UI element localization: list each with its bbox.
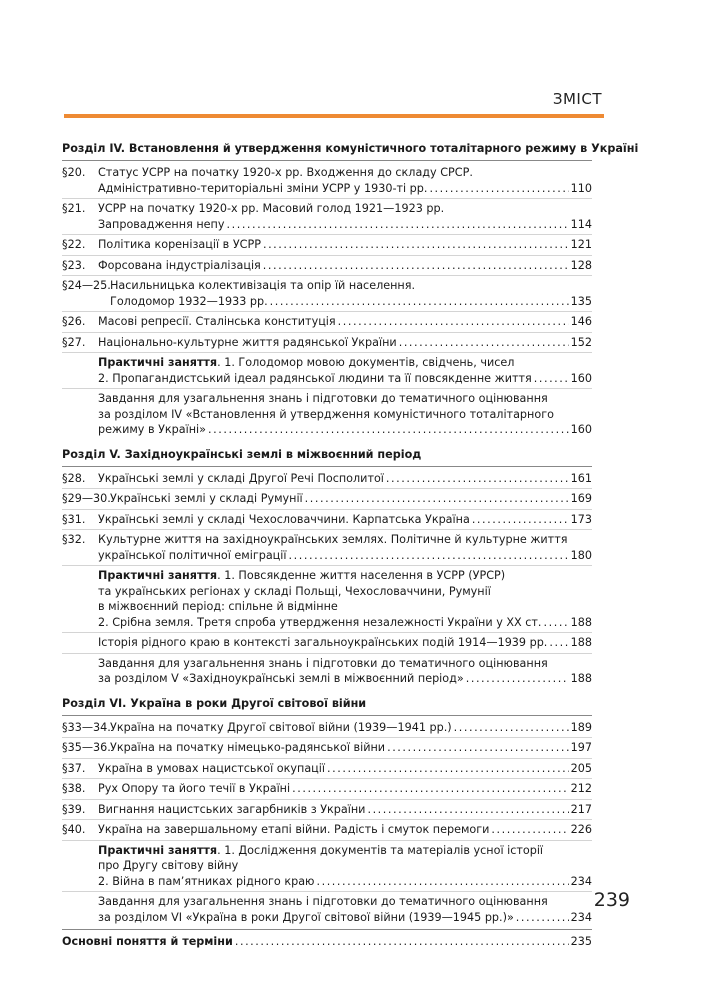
dot-leader bbox=[226, 217, 568, 233]
toc-entry-40[interactable] bbox=[62, 820, 592, 841]
entry-text: . 1. Голодомор мовою документів, свідчень, чисел bbox=[217, 356, 515, 369]
entry-text: Україна в умовах нацистської окупації bbox=[98, 761, 326, 775]
dot-leader bbox=[367, 802, 568, 818]
entry-text: Запровадження непу bbox=[98, 217, 225, 231]
toc-entry-practical-iv[interactable] bbox=[62, 353, 592, 389]
entry-page: 152 bbox=[570, 335, 592, 349]
toc-entry-practical-vi[interactable] bbox=[62, 841, 592, 893]
entry-number: §26. bbox=[62, 315, 86, 328]
entry-text: за розділом VI «Україна в роки Другої світової війни (1939—1945 рр.)» bbox=[98, 910, 514, 924]
entry-number: §20. bbox=[62, 166, 86, 179]
entry-page: 226 bbox=[570, 823, 592, 836]
entry-page: 160 bbox=[570, 371, 592, 385]
entry-text: Завдання для узагальнення знань і підготовки до тематичного оцінювання bbox=[98, 392, 548, 405]
entry-number: §32. bbox=[62, 533, 86, 546]
toc-entry-tasks-v[interactable] bbox=[62, 654, 592, 689]
entry-text: за розділом V «Західноукраїнські землі в міжвоєнний період» bbox=[98, 672, 464, 685]
entry-text: . 1. Дослідження документів та матеріалів усної історії bbox=[217, 843, 544, 857]
toc-entry-26[interactable] bbox=[62, 312, 592, 333]
dot-leader bbox=[270, 294, 569, 310]
dot-leader bbox=[208, 422, 569, 438]
dot-leader bbox=[472, 512, 569, 528]
practical-label: Практичні заняття bbox=[98, 356, 218, 369]
toc-entry-practical-v[interactable] bbox=[62, 566, 592, 633]
entry-text: 2. Війна в пам’ятниках рідного краю bbox=[98, 874, 315, 888]
section-vi-title[interactable]: Розділ VI. Україна в роки Другої світової війни bbox=[62, 696, 367, 710]
entry-page: 188 bbox=[570, 636, 592, 649]
dot-leader bbox=[338, 314, 569, 330]
toc-entry-31[interactable] bbox=[62, 510, 592, 531]
entry-page: 205 bbox=[570, 761, 592, 775]
section-v-title[interactable]: Розділ V. Західноукраїнські землі в міжвоєнний період bbox=[62, 447, 422, 461]
practical-label: Практичні заняття bbox=[98, 569, 218, 582]
toc-entry-27[interactable] bbox=[62, 333, 592, 354]
entry-number: §28. bbox=[62, 471, 86, 485]
dot-leader bbox=[466, 671, 569, 687]
entry-number: §22. bbox=[62, 238, 86, 251]
entry-text: та українських регіонах у складі Польщі, Чехословаччини, Румунії bbox=[98, 584, 491, 598]
entry-text: про Другу світову війну bbox=[98, 859, 239, 872]
entry-text: Адміністративно-територіальні зміни УСРР у 1930-ті рр. bbox=[98, 181, 428, 195]
entry-text: Національно-культурне життя радянської України bbox=[98, 335, 397, 349]
entry-page: 217 bbox=[570, 802, 592, 816]
entry-text: Політика коренізації в УСРР bbox=[98, 238, 261, 251]
entry-page: 188 bbox=[570, 672, 592, 685]
dot-leader bbox=[429, 181, 568, 197]
entry-text: Українські землі у складі Другої Речі Посполитої bbox=[98, 471, 384, 485]
entry-text: Українські землі у складі Чехословаччини. Карпатська Україна bbox=[98, 512, 470, 526]
entry-page: 212 bbox=[570, 782, 592, 795]
table-of-contents bbox=[62, 140, 639, 952]
entry-page: 169 bbox=[570, 492, 592, 505]
entry-text: Рух Опору та його течії в Україні bbox=[98, 782, 291, 795]
entry-text: Історія рідного краю в контексті загальноукраїнських подій 1914—1939 рр. bbox=[98, 636, 548, 649]
section-iv-title[interactable]: Розділ IV. Встановлення й утвердження комуністичного тоталітарного режиму в Україні bbox=[62, 142, 639, 155]
dot-leader bbox=[544, 615, 569, 631]
page-number: 239 bbox=[593, 889, 630, 911]
entry-page: 234 bbox=[570, 874, 592, 888]
header-orange-rule bbox=[64, 114, 604, 118]
dot-leader bbox=[454, 720, 569, 736]
dot-leader bbox=[316, 874, 568, 890]
entry-text: 2. Срібна земля. Третя спроба утвердження незалежності України у XX ст. bbox=[98, 615, 542, 629]
entry-number: §33—34. bbox=[62, 720, 111, 734]
entry-number: §21. bbox=[62, 202, 86, 215]
entry-number: §27. bbox=[62, 335, 86, 349]
toc-entry-28[interactable] bbox=[62, 469, 592, 490]
dot-leader bbox=[491, 822, 568, 838]
entry-text: за розділом IV «Встановлення й утвердження комуністичного тоталітарного bbox=[98, 407, 554, 421]
dot-leader bbox=[327, 761, 569, 777]
entry-text: Культурне життя на західноукраїнських землях. Політичне й культурне життя bbox=[98, 533, 568, 546]
toc-entry-24-25[interactable] bbox=[62, 276, 592, 312]
toc-entry-32[interactable] bbox=[62, 530, 592, 566]
dot-leader bbox=[305, 491, 569, 507]
entry-text: 2. Пропагандистський ідеал радянської людини та її повсякденне життя bbox=[98, 371, 532, 385]
entry-page: 114 bbox=[570, 217, 592, 231]
entry-page: 121 bbox=[570, 238, 592, 251]
dot-leader bbox=[386, 471, 569, 487]
section-divider bbox=[62, 160, 592, 161]
entry-page: 110 bbox=[570, 181, 592, 195]
entry-text: Масові репресії. Сталінська конституція bbox=[98, 315, 336, 328]
entry-number: §37. bbox=[62, 761, 86, 775]
entry-page: 234 bbox=[570, 910, 592, 924]
entry-text: в міжвоєнний період: спільне й відмінне bbox=[98, 600, 338, 613]
entry-text: . 1. Повсякденне життя населення в УСРР (УРСР) bbox=[217, 569, 506, 582]
entry-page: 146 bbox=[570, 315, 592, 328]
toc-entry-37[interactable] bbox=[62, 759, 592, 780]
toc-entry-glossary[interactable] bbox=[62, 932, 592, 952]
entry-text: Вигнання нацистських загарбників з України bbox=[98, 802, 366, 816]
entry-text: Насильницька колективізація та опір їй населення. bbox=[110, 279, 416, 292]
entry-text: режиму в Україні» bbox=[98, 423, 207, 436]
entry-text: Україна на початку Другої світової війни (1939—1941 рр.) bbox=[110, 720, 452, 734]
dot-leader bbox=[292, 781, 569, 797]
dot-leader bbox=[534, 371, 569, 387]
entry-text: української політичної еміграції bbox=[98, 548, 287, 562]
section-divider bbox=[62, 715, 592, 716]
dot-leader bbox=[263, 258, 569, 274]
entry-number: §40. bbox=[62, 823, 86, 836]
entry-page: 173 bbox=[570, 512, 592, 526]
toc-entry-29-30[interactable] bbox=[62, 489, 592, 510]
dot-leader bbox=[549, 635, 568, 651]
entry-page: 135 bbox=[570, 294, 592, 308]
toc-entry-21[interactable] bbox=[62, 199, 592, 235]
entry-text: Україна на початку німецько-радянської війни bbox=[110, 741, 386, 754]
dot-leader bbox=[516, 910, 569, 926]
entry-number: §35—36. bbox=[62, 741, 111, 754]
entry-text: Форсована індустріалізація bbox=[98, 258, 261, 272]
toc-entry-23[interactable] bbox=[62, 256, 592, 277]
entry-number: §38. bbox=[62, 782, 86, 795]
dot-leader bbox=[263, 237, 569, 253]
toc-entry-33-34[interactable] bbox=[62, 718, 592, 739]
entry-page: 128 bbox=[570, 258, 592, 272]
toc-entry-22[interactable] bbox=[62, 235, 592, 256]
entry-number: §23. bbox=[62, 258, 86, 272]
entry-number: §24—25. bbox=[62, 279, 111, 292]
entry-page: 189 bbox=[570, 720, 592, 734]
entry-text: Завдання для узагальнення знань і підготовки до тематичного оцінювання bbox=[98, 895, 548, 908]
toc-entry-35-36[interactable] bbox=[62, 738, 592, 759]
entry-number: §31. bbox=[62, 512, 86, 526]
entry-page: 160 bbox=[570, 423, 592, 436]
entry-text: Завдання для узагальнення знань і підготовки до тематичного оцінювання bbox=[98, 656, 548, 670]
header-title: ЗМІСТ bbox=[552, 90, 602, 108]
section-divider bbox=[62, 929, 592, 930]
dot-leader bbox=[399, 335, 569, 351]
practical-label: Практичні заняття bbox=[98, 843, 218, 857]
entry-text: Українські землі у складі Румунії bbox=[110, 492, 303, 505]
entry-number: §29—30. bbox=[62, 492, 111, 505]
entry-page: 161 bbox=[570, 471, 592, 485]
dot-leader bbox=[387, 740, 569, 756]
entry-text: Україна на завершальному етапі війни. Радість і смуток перемоги bbox=[98, 823, 490, 836]
toc-entry-38[interactable] bbox=[62, 779, 592, 800]
entry-number: §39. bbox=[62, 802, 86, 816]
dot-leader bbox=[289, 548, 569, 564]
toc-entry-history-v[interactable] bbox=[62, 633, 592, 654]
toc-entry-39[interactable] bbox=[62, 800, 592, 821]
dot-leader bbox=[235, 934, 569, 950]
toc-entry-20[interactable] bbox=[62, 163, 592, 199]
entry-page: 197 bbox=[570, 741, 592, 754]
toc-entry-tasks-vi[interactable] bbox=[62, 892, 592, 927]
toc-entry-tasks-iv[interactable] bbox=[62, 389, 592, 440]
entry-text: УСРР на початку 1920-х рр. Масовий голод 1921—1923 рр. bbox=[98, 202, 445, 215]
entry-page: 180 bbox=[570, 548, 592, 562]
entry-page: 235 bbox=[570, 935, 592, 948]
glossary-title: Основні поняття й терміни bbox=[62, 935, 233, 948]
entry-text: Голодомор 1932—1933 рр. bbox=[110, 294, 268, 308]
section-divider bbox=[62, 466, 592, 467]
entry-text: Статус УСРР на початку 1920-х рр. Входження до складу СРСР. bbox=[98, 166, 473, 179]
entry-page: 188 bbox=[570, 615, 592, 629]
